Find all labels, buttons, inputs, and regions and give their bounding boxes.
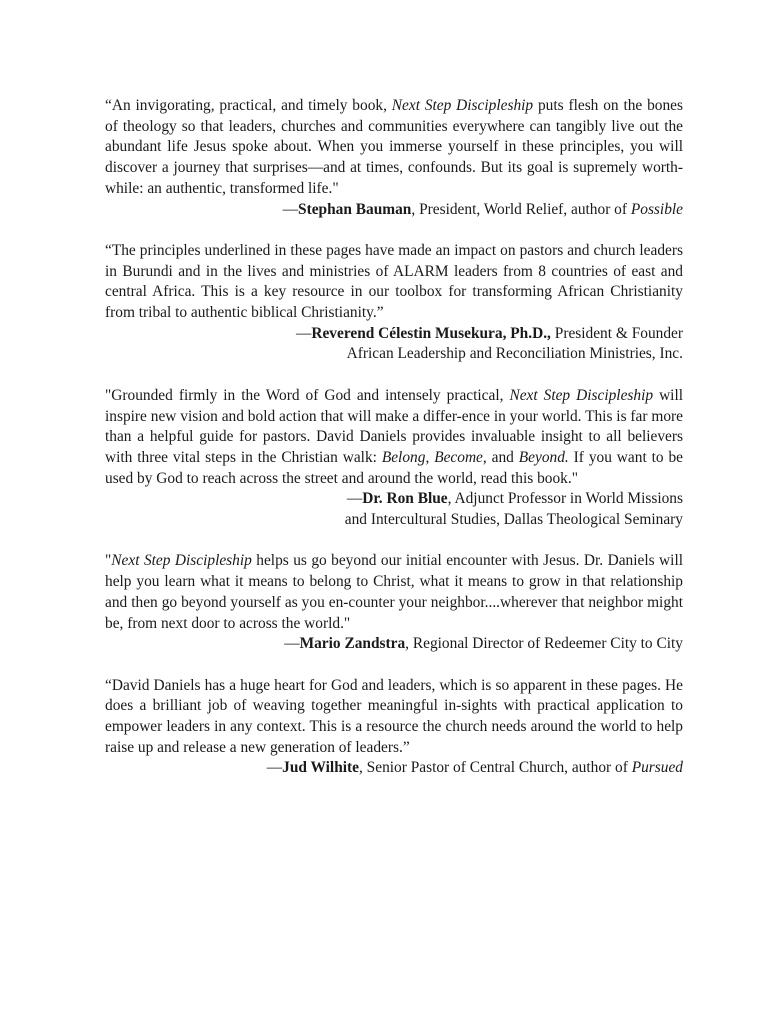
endorsement-quote	[105, 551, 683, 634]
quote-text: "	[105, 552, 112, 570]
endorsement-quote	[105, 676, 683, 759]
endorser-title: , Senior Pastor of Central Church, author of	[358, 759, 632, 777]
quote-text: , and	[482, 448, 519, 466]
step-belong: Belong	[381, 448, 426, 466]
endorsement-4	[105, 551, 683, 655]
endorsement-quote	[105, 241, 683, 324]
attribution-line	[105, 200, 683, 221]
endorser-title: , Adjunct Professor in World Missions	[447, 490, 683, 508]
quote-text: “The principles underlined in these pages have made an impact on pastors and church leaders in Burundi and in the lives and ministries of ALARM leaders from 8 countries of east and central Africa. This is a key resource in our toolbox for transforming African Christianity from tribal to authentic biblical Christianity.”	[105, 241, 683, 322]
quote-text: "Grounded firmly in the Word of God and intensely practical,	[105, 386, 510, 404]
endorser-book-title: Possible	[630, 200, 683, 218]
endorser-name: Reverend Célestin Musekura, Ph.D.,	[311, 324, 551, 342]
endorser-name: Stephan Bauman	[298, 200, 412, 218]
endorsement-attribution	[105, 489, 683, 530]
quote-text: “David Daniels has a huge heart for God and leaders, which is so apparent in these pages. He does a brilliant job of weaving together meaningful in-sights with practical application to empower leaders in any context. This is a resource the church needs around the world to help raise up and release a new generation of leaders.”	[105, 676, 683, 756]
endorser-organization: and Intercultural Studies, Dallas Theological Seminary	[344, 511, 683, 529]
endorsement-quote	[105, 386, 683, 490]
step-become: Become	[434, 448, 483, 466]
attribution-dash: —	[284, 635, 300, 653]
endorsement-2	[105, 241, 683, 365]
endorsement-attribution	[105, 200, 683, 221]
endorser-book-title: Pursued	[631, 759, 683, 777]
book-title: Next Step Discipleship	[509, 386, 654, 404]
attribution-line	[105, 344, 683, 365]
endorsement-3	[105, 386, 683, 531]
endorsement-attribution	[105, 324, 683, 365]
endorser-title: , Regional Director of Redeemer City to City	[405, 635, 683, 653]
attribution-line	[105, 489, 683, 510]
attribution-dash: —	[295, 324, 312, 342]
attribution-line	[105, 510, 683, 531]
quote-text: “An invigorating, practical, and timely book,	[105, 97, 392, 114]
attribution-line	[105, 324, 683, 345]
endorsements-page	[105, 96, 683, 800]
attribution-line	[105, 758, 683, 779]
quote-text: puts flesh on the bones of theology so that leaders, churches and communities everywhere can tangibly live out the abundant life Jesus spoke about. When you immerse yourself in these principles, you will discover a journey that surprises—and at times, confounds. But its goal is supremely worth-while: an authentic, transformed life."	[105, 97, 684, 197]
attribution-dash: —	[266, 759, 283, 777]
attribution-dash: —	[346, 490, 363, 508]
endorser-name: Jud Wilhite	[282, 759, 359, 777]
step-beyond: Beyond.	[518, 448, 569, 466]
quote-text: If you want to be used by God to reach across the street and around the world, read this book."	[105, 448, 684, 487]
attribution-line	[105, 634, 683, 655]
endorsement-attribution	[105, 758, 683, 779]
quote-text: ,	[425, 448, 435, 466]
endorser-title: President & Founder	[550, 324, 683, 342]
quote-text: will inspire new vision and bold action that will make a differ-ence in your world. This is far more than a helpful guide for pastors. David Daniels provides invaluable insight to all believers with three vital steps in the Christian walk:	[105, 386, 684, 466]
endorsement-1	[105, 96, 683, 220]
book-title: Next Step Discipleship	[111, 552, 252, 570]
endorsement-5	[105, 676, 683, 780]
endorser-name: Mario Zandstra	[299, 635, 406, 653]
endorser-title: , President, World Relief, author of	[411, 200, 631, 218]
quote-text: helps us go beyond our initial encounter with Jesus. Dr. Daniels will help you learn what it means to belong to Christ, what it means to grow in that relationship and then go beyond yourself as you en-counter your neighbor....wherever that neighbor might be, from next door to across the world."	[105, 552, 683, 632]
endorser-name: Dr. Ron Blue	[362, 490, 448, 508]
endorsement-attribution	[105, 634, 683, 655]
endorser-organization: African Leadership and Reconciliation Ministries, Inc.	[346, 345, 683, 363]
attribution-dash: —	[282, 200, 299, 218]
book-title: Next Step Discipleship	[391, 97, 534, 114]
endorsement-quote	[105, 96, 683, 200]
